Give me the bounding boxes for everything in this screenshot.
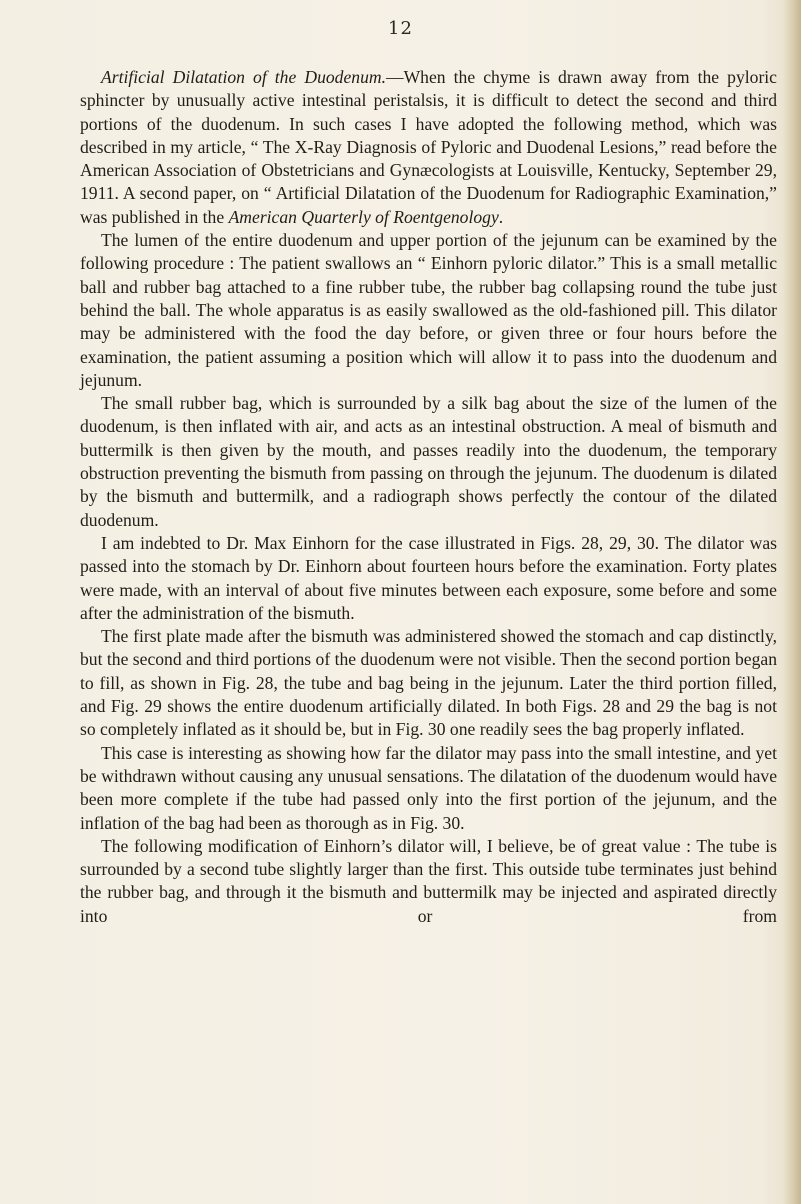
paragraph-1-text: —When the chyme is drawn away from the pyloric sphincter by unusually active intestinal peristalsis, it is difficult to detect the second and third portions of the duodenum. In such cases I have adopted the following method, which was described in my article, “ The X-Ray Diagnosis of Pyloric and Duodenal Lesions,” read before the American Association of Obstetricians and Gynæcologists at Louisville, Kentucky, September 29, 1911. A second paper, on “ Artificial Dilatation of the Duodenum for Radiographic Examination,” was published in the — [80, 67, 777, 227]
paragraph-1-end: . — [498, 206, 504, 227]
paragraph-4: I am indebted to Dr. Max Einhorn for the case illustrated in Figs. 28, 29, 30. The dilator was passed into the stomach by Dr. Einhorn about fourteen hours before the examination. Forty plates were made, with an interval of about five minutes between each exposure, some before and some after the administration of the bismuth. — [80, 532, 777, 623]
paragraph-3: The small rubber bag, which is surrounded by a silk bag about the size of the lumen of the duodenum, is then inflated with air, and acts as an intestinal obstruction. A meal of bismuth and buttermilk is then given by the mouth, and passes readily into the duodenum, the temporary obstruction preventing the bismuth from passing on through the jejunum. The duodenum is dilated by the bismuth and buttermilk, and a radiograph shows perfectly the contour of the dilated duodenum. — [80, 393, 777, 530]
page-edge-shadow — [783, 0, 801, 1204]
section-heading: Artificial Dilatation of the Duodenum. — [101, 67, 386, 87]
paragraph-1 — [80, 66, 777, 229]
paragraph-2: The lumen of the entire duodenum and upper portion of the jejunum can be examined by the following procedure : The patient swallows an “ Einhorn pyloric dilator.” This is a small metallic ball and rubber bag attached to a fine rubber tube, the rubber bag collapsing round the tube just behind the ball. The whole apparatus is as easily swallowed as the old-fashioned pill. This dilator may be administered with the food the day before, or given three or four hours before the examination, the patient assuming a position which will allow it to pass into the duodenum and jejunum. — [80, 230, 777, 390]
page-number: 12 — [388, 18, 413, 39]
paragraph-6: This case is interesting as showing how far the dilator may pass into the small intestine, and yet be withdrawn without causing any unusual sensations. The dilatation of the duodenum would have been more complete if the tube had passed only into the first portion of the jejunum, and the inflation of the bag had been as thorough as in Fig. 30. — [80, 742, 777, 833]
paragraph-7: The following modification of Einhorn’s dilator will, I believe, be of great value : The tube is surrounded by a second tube slightly larger than the first. This outside tube terminates just behind the rubber bag, and through it the bismuth and buttermilk may be injected and aspirated directly into or from — [80, 835, 777, 926]
body-text — [80, 66, 777, 928]
journal-title: American Quarterly of Roentgenology — [228, 206, 499, 227]
paragraph-5: The first plate made after the bismuth was administered showed the stomach and cap distinctly, but the second and third portions of the duodenum were not visible. Then the second portion began to fill, as shown in Fig. 28, the tube and bag being in the jejunum. Later the third portion filled, and Fig. 29 shows the entire duodenum artificially dilated. In both Figs. 28 and 29 the bag is not so completely inflated as it should be, but in Fig. 30 one readily sees the bag properly inflated. — [80, 626, 777, 740]
